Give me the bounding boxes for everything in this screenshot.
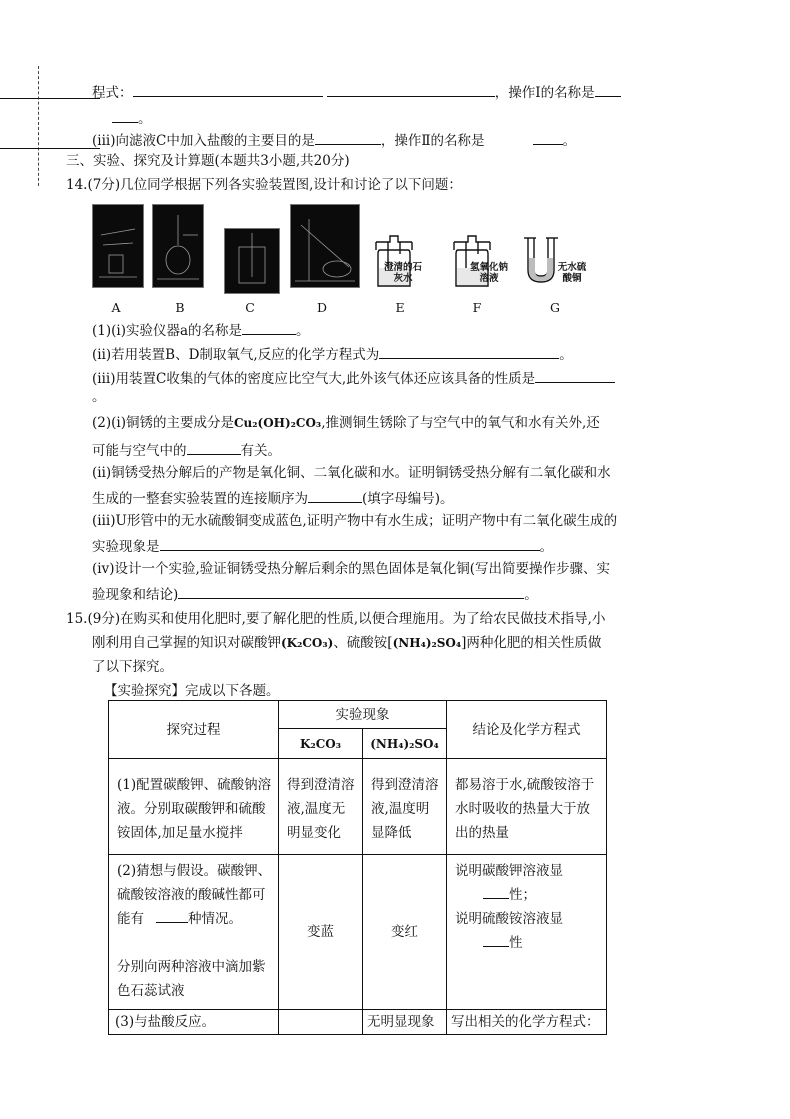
label-D: D [316,300,328,315]
apparatus-C-image [224,228,280,294]
header-process: 探究过程 [109,701,279,759]
apparatus-B-image [152,204,204,288]
q14-intro: 14.(7分)几位同学根据下列各实验装置图,设计和讨论了以下问题： [66,177,462,193]
experiment-heading: 【实验探究】完成以下各题。 [104,683,280,699]
header-phenomenon: 实验现象 [279,701,447,729]
label-F: F [472,300,482,315]
tube-G-label: 无水硫酸铜 [557,262,587,284]
margin-rule-1 [0,98,100,99]
q14-2-iii: (ⅲ)U形管中的无水硫酸铜变成蓝色,证明产物中有水生成；证明产物中有二氧化碳生成的 [92,513,618,529]
top-line-1: 程式： ，操作Ⅰ的名称是 [92,82,621,102]
bottle-E-label: 澄清的石灰水 [383,262,422,284]
experiment-table [108,700,607,1035]
binding-margin-line [38,66,39,186]
table-row [109,1010,607,1035]
margin-rule-2 [0,148,100,149]
q14-2-ii-cont: 生成的一整套实验装置的连接顺序为 (填字母编号)。 [92,488,454,508]
q14-2-i: (2)(ⅰ)铜锈的主要成分是Cu₂(OH)₂CO₃,推测铜生锈除了与空气中的氧气和水有关外,还 [92,415,600,431]
subheader-k2co3: K₂CO₃ [279,729,363,759]
label-E: E [395,300,405,315]
q14-1-iii-end: 。 [92,389,106,405]
row3-process: (3)与盐酸反应。 [115,1014,216,1030]
row1-conclusion: 都易溶于水,硫酸铵溶于水时吸收的热量大于放出的热量 [455,777,595,841]
subheader-nh4so4: (NH₄)₂SO₄ [363,729,447,759]
row1-process: (1)配置碳酸钾、硫酸钠溶液。分别取碳酸钾和硫酸铵固体,加足量水搅拌 [117,777,272,841]
row1-nh4so4: 得到澄清溶液,温度明显降低 [371,777,439,841]
section-heading: 三、实验、探究及计算题(本题共3小题,共20分) [66,153,350,169]
row3-nh4so4: 无明显现象 [367,1014,435,1030]
row2-process: (2)猜想与假设。碳酸钾、硫酸铵溶液的酸碱性都可能有 种情况。 分别向两种溶液中滴加紫色石蕊试液 [117,863,272,999]
q14-2-iv-cont: 验现象和结论) 。 [92,584,538,604]
row2-conclusion: 说明碳酸钾溶液显 性； 说明硫酸铵溶液显 性 [455,863,563,951]
q14-1-i: (1)(ⅰ)实验仪器a的名称是 。 [92,320,310,340]
row3-conclusion: 写出相关的化学方程式： [451,1014,600,1030]
label-A: A [111,300,121,315]
q15-intro-1: 15.(9分)在购买和使用化肥时,要了解化肥的性质,以便合理施用。为了给农民做技术指导,小 [66,611,606,627]
q15-intro-3: 了以下探究。 [92,659,173,675]
q14-1-ii: (ⅱ)若用装置B、D制取氧气,反应的化学方程式为 。 [92,344,573,364]
q14-2-i-cont: 可能与空气中的 有关。 [92,440,281,460]
top-line-2: 。 [112,108,152,128]
row2-nh4so4: 变红 [363,855,447,1010]
table-row [109,855,607,1010]
q14-1-iii: (ⅲ)用装置C收集的气体的密度应比空气大,此外该气体还应该具备的性质是 [92,368,615,388]
table-row [109,759,607,855]
top-line-3: (iii)向滤液C中加入盐酸的主要目的是 ，操作Ⅱ的名称是 。 [92,130,576,150]
label-G: G [550,300,560,315]
q14-2-iv: (ⅳ)设计一个实验,验证铜锈受热分解后剩余的黑色固体是氧化铜(写出简要操作步骤、实 [92,561,611,577]
q14-2-iii-cont: 实验现象是 。 [92,536,553,556]
q14-2-ii: (ⅱ)铜锈受热分解后的产物是氧化铜、二氧化碳和水。证明铜锈受热分解有二氧化碳和水 [92,465,611,481]
label-B: B [175,300,185,315]
row1-k2co3: 得到澄清溶液,温度无明显变化 [287,777,355,841]
row2-k2co3: 变蓝 [279,855,363,1010]
label-C: C [245,300,255,315]
bottle-F-label: 氢氧化钠溶液 [470,262,509,284]
header-conclusion: 结论及化学方程式 [447,701,607,759]
apparatus-A-image [92,204,144,288]
apparatus-D-image [290,204,360,288]
q15-intro-2: 刚利用自己掌握的知识对碳酸钾(K₂CO₃)、硫酸铵[(NH₄)₂SO₄]两种化肥的相关性质做 [92,635,602,651]
